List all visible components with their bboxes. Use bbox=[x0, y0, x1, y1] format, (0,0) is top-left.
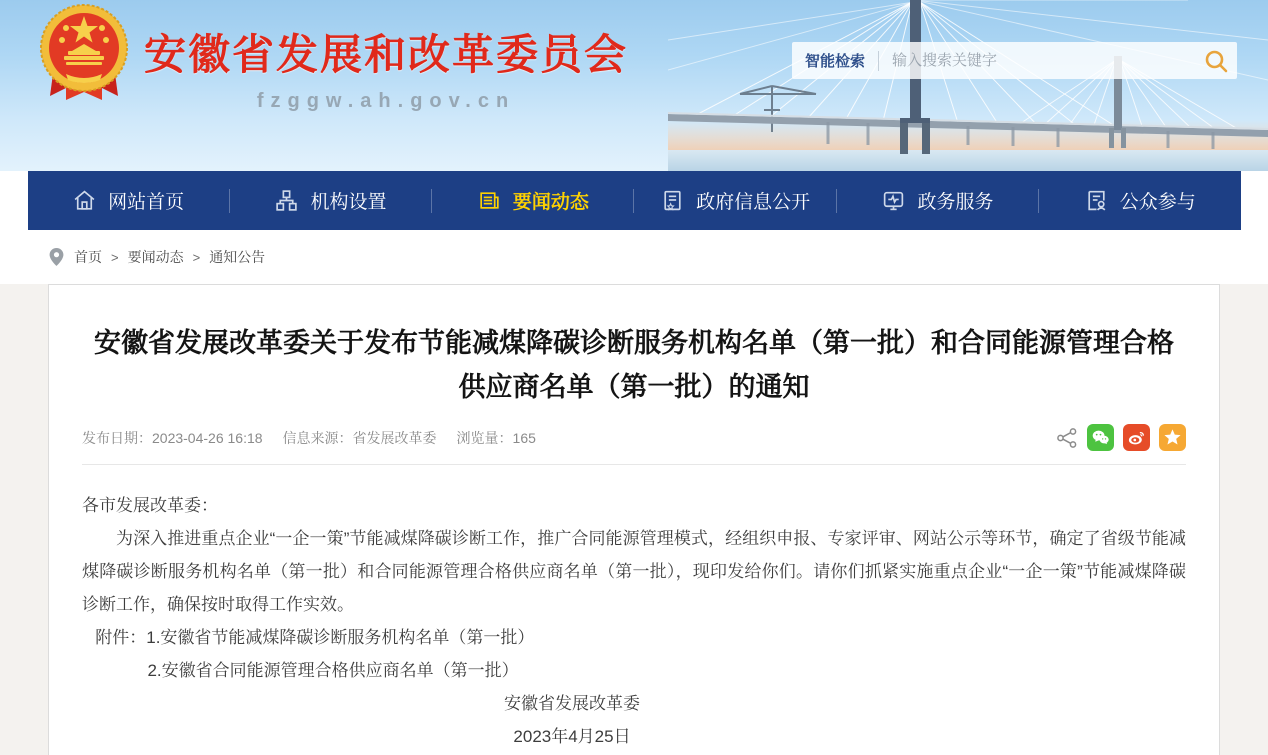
nav-label: 公众参与 bbox=[1119, 192, 1196, 213]
wechat-share-icon[interactable] bbox=[1087, 424, 1114, 451]
search-button[interactable] bbox=[1195, 42, 1237, 79]
gov-service-icon bbox=[881, 188, 906, 213]
breadcrumb-separator: > bbox=[192, 249, 201, 265]
share-nodes-icon[interactable] bbox=[1056, 427, 1078, 449]
weibo-share-icon[interactable] bbox=[1123, 424, 1150, 451]
view-count: 浏览量：165 bbox=[456, 429, 536, 446]
info-source: 信息来源：省发展改革委 bbox=[282, 429, 437, 446]
attachment-2[interactable]: 2.安徽省合同能源管理合格供应商名单（第一批） bbox=[147, 661, 519, 680]
breadcrumb-separator: > bbox=[111, 249, 119, 265]
nav-item-gov-service[interactable] bbox=[837, 171, 1038, 230]
signature-date: 2023年4月25日 bbox=[513, 727, 631, 746]
article-card bbox=[48, 284, 1220, 755]
location-pin-icon bbox=[48, 247, 65, 267]
main-paragraph: 为深入推进重点企业“一企一策”节能减煤降碳诊断工作，推广合同能源管理模式，经组织申报、专家评审、网站公示等环节，确定了省级节能减煤降碳诊断服务机构名单（第一批）和合同能源管理合格供应商名单（第一批），现印发给你们。请你们抓紧实施重点企业“一企一策”节能减煤降碳诊断工作，确保按时取得工作实效。 bbox=[82, 529, 1186, 614]
national-emblem-icon bbox=[36, 4, 132, 104]
favorite-star-icon[interactable] bbox=[1159, 424, 1186, 451]
share-toolbar bbox=[1056, 424, 1186, 451]
breadcrumb-item-notices[interactable]: 通知公告 bbox=[209, 249, 266, 265]
nav-label: 要闻动态 bbox=[512, 192, 589, 213]
site-name: 安徽省发展和改革委员会 bbox=[144, 31, 629, 78]
nav-item-org[interactable] bbox=[230, 171, 431, 230]
breadcrumb-item-news[interactable]: 要闻动态 bbox=[127, 249, 184, 265]
bridge-photo bbox=[668, 0, 1268, 171]
nav-label: 机构设置 bbox=[310, 192, 387, 213]
attachment-1[interactable]: 附件：1.安徽省节能减煤降碳诊断服务机构名单（第一批） bbox=[95, 628, 535, 647]
page-content-area bbox=[0, 284, 1268, 755]
salutation: 各市发展改革委： bbox=[82, 496, 218, 515]
search-icon bbox=[1203, 48, 1229, 74]
nav-item-gov-info[interactable] bbox=[634, 171, 835, 230]
nav-label: 政府信息公开 bbox=[696, 192, 811, 213]
article-title: 安徽省发展改革委关于发布节能减煤降碳诊断服务机构名单（第一批）和合同能源管理合格供应商名单（第一批）的通知 bbox=[94, 328, 1174, 402]
news-icon bbox=[477, 188, 502, 213]
main-navigation bbox=[28, 171, 1241, 230]
gov-info-icon bbox=[660, 188, 685, 213]
nav-item-home[interactable] bbox=[28, 171, 229, 230]
article-body bbox=[82, 489, 1186, 753]
nav-label: 网站首页 bbox=[108, 192, 185, 213]
site-url: fzggw.ah.gov.cn bbox=[256, 90, 516, 112]
breadcrumb bbox=[48, 230, 1220, 284]
nav-label: 政务服务 bbox=[917, 192, 994, 213]
smart-search-label[interactable]: 智能检索 bbox=[805, 53, 866, 70]
article-meta-row bbox=[82, 424, 1186, 465]
nav-item-news[interactable] bbox=[432, 171, 633, 230]
breadcrumb-item-home[interactable]: 首页 bbox=[74, 249, 102, 265]
publish-date: 发布日期：2023-04-26 16:18 bbox=[82, 429, 263, 446]
search-bar[interactable] bbox=[792, 42, 1237, 79]
signature: 安徽省发展改革委 bbox=[504, 694, 640, 713]
search-input[interactable] bbox=[879, 42, 1195, 79]
site-banner bbox=[0, 0, 1268, 171]
home-icon bbox=[72, 188, 97, 213]
public-participation-icon bbox=[1084, 188, 1109, 213]
nav-item-public-participation[interactable] bbox=[1039, 171, 1240, 230]
site-logo-area[interactable] bbox=[36, 4, 628, 113]
org-chart-icon bbox=[274, 188, 299, 213]
